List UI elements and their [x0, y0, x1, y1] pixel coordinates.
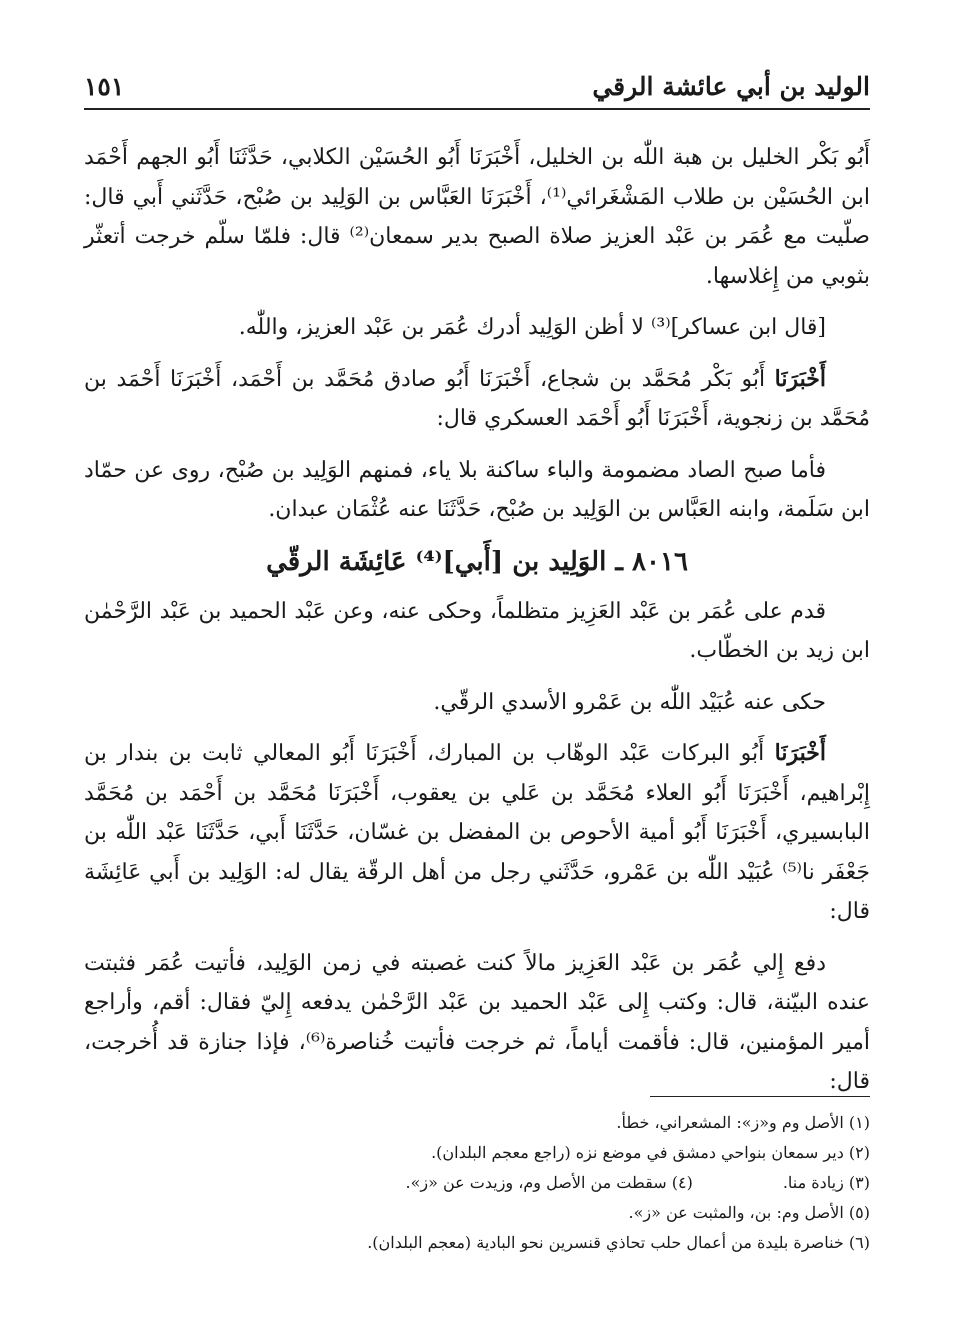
footnote-5: (٥) الأصل وم: بن، والمثبت عن «ز». [628, 1203, 870, 1222]
footnote-row [84, 1168, 870, 1198]
footnote-2: (٢) دير سمعان بنواحي دمشق في موضع نزه (راجع معجم البلدان). [431, 1143, 870, 1162]
lead-word: أَخْبَرَنَا [774, 740, 826, 766]
running-title: الوليد بن أبي عائشة الرقي [592, 72, 870, 101]
page-header [84, 62, 870, 110]
page-number: ١٥١ [84, 72, 125, 101]
entry-heading: ٨٠١٦ ـ الوَلِيد بن [أَبي]⁽⁴⁾ عَائِشَة الرقّي [266, 546, 688, 577]
footnote-3: (٣) زيادة منا. [782, 1173, 870, 1192]
paragraph-4: فأما صبح الصاد مضمومة والباء ساكنة بلا ياء، فمنهم الوَلِيد بن صُبْح، روى عن حمّاد ابن سَلَمة، وابنه العَبَّاس بن الوَلِيد بن صُبْح، حَدَّثَنَا عنه عُثْمَان عبدان. [84, 457, 870, 522]
footnote-divider [650, 1096, 870, 1097]
paragraph-2: [قال ابن عساكر]⁽³⁾ لا أظن الوَلِيد أدرك عُمَر بن عَبْد العزيز، واللّٰه. [238, 315, 826, 340]
footnote-6: (٦) خناصرة بليدة من أعمال حلب تحاذي قنسرين نحو البادية (معجم البلدان). [367, 1233, 870, 1252]
footnote-1: (١) الأصل وم و«ز»: المشعراني، خطأ. [616, 1113, 870, 1132]
footnotes [84, 1108, 870, 1258]
paragraph-6: حكى عنه عُبَيْد اللّٰه بن عَمْرو الأسدي الرقّي. [433, 689, 826, 715]
main-text [84, 138, 870, 1114]
lead-word: أَخْبَرَنَا [774, 365, 826, 392]
paragraph-1: أَبُو بَكْر الخليل بن هبة اللّٰه بن الخليل، أَخْبَرَنَا أَبُو الحُسَيْن الكلابي، حَدَّثَنَا أَبُو الجهم أَحْمَد ابن الحُسَيْن بن طلاب المَشْغَرائي⁽¹⁾، أَخْبَرَنَا العَبَّاس بن الوَلِيد بن صُبْح، حَدَّثَني أَبي قال: صلّيت مع عُمَر بن عَبْد العزيز صلاة الصبح بدير سمعان⁽²⁾ قال: فلمّا سلّم خرجت أتعثّر بثوبي من إِغلاسها. [84, 145, 871, 289]
paragraph-3: أَخْبَرَنَا أَبُو بَكْر مُحَمَّد بن شجاع، أَخْبَرَنَا أَبُو صادق مُحَمَّد بن أَحْمَد، أَخْبَرَنَا أَحْمَد بن مُحَمَّد بن زنجوية، أَخْبَرَنَا أَبُو أَحْمَد العسكري قال: [84, 365, 870, 431]
footnote-4: (٤) سقطت من الأصل وم، وزيدت عن «ز». [405, 1173, 693, 1192]
paragraph-5: قدم على عُمَر بن عَبْد العَزِيز متظلماً، وحكى عنه، وعن عَبْد الحميد بن عَبْد الرَّحْمٰن ابن زيد بن الخطّاب. [84, 598, 870, 663]
paragraph-8: دفع إِلي عُمَر بن عَبْد العَزِيز مالاً كنت غصبته في زمن الوَلِيد، فأتيت عُمَر فثبتت عنده البيّنة، قال: وكتب إِلى عَبْد الحميد بن عَبْد الرَّحْمٰن يدفعه إِليّ فقال: أقم، وأراجع أمير المؤمنين، قال: فأقمت أياماً، ثم خرجت فأتيت خُناصرة⁽⁶⁾، فإذا جنازة قد أُخرجت، قال: [84, 950, 871, 1094]
paragraph-7: أَخْبَرَنَا أَبُو البركات عَبْد الوهّاب بن المبارك، أَخْبَرَنَا أَبُو المعالي ثابت بن بندار بن إِبْراهيم، أَخْبَرَنَا أَبُو العلاء مُحَمَّد بن عَلي بن يعقوب، أَخْبَرَنَا مُحَمَّد بن أَحْمَد بن مُحَمَّد البابسيري، أَخْبَرَنَا أَبُو أمية الأحوص بن المفضل بن غسّان، حَدَّثَنَا أَبي، حَدَّثَنَا عَبْد اللّٰه بن جَعْفَر نا⁽⁵⁾ عُبَيْد اللّٰه بن عَمْرو، حَدَّثَني رجل من أهل الرقّة يقال له: الوَلِيد بن أَبي عَائِشَة قال: [84, 740, 871, 924]
